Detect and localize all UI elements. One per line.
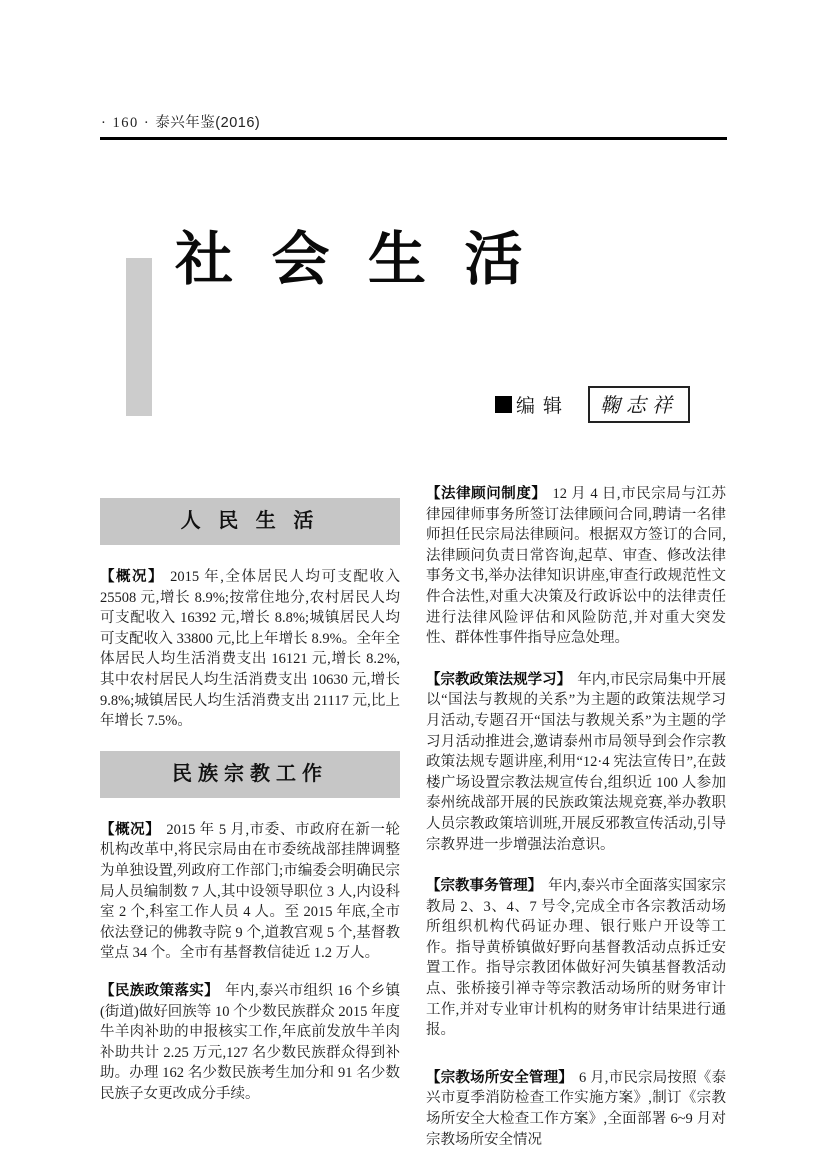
entry-text: 年内,泰兴市全面落实国家宗教局 2、3、4、7 号令,完成全市各宗教活动场所组织机构代码证办理、银行账户开设等工作。指导黄桥镇做好野向基督教活动点拆迁安置工作。指导宗教团体做好河失镇基督教活动点、张桥接引禅寺等宗教活动场所的财务审计工作,并对专业审计机构的财务审计结果进行通报。 (426, 878, 727, 1039)
entry-people-life-overview (100, 567, 400, 732)
entry-tag: 【概况】 (100, 569, 165, 585)
entry-ethnic-policy (100, 981, 400, 1105)
page-number-marker: · 160 · (101, 115, 151, 131)
right-column (426, 484, 726, 1171)
entry-tag: 【概况】 (100, 821, 161, 838)
section-header-ethnic-religion: 民族宗教工作 (100, 751, 400, 798)
editor-name-box: 鞠志祥 (588, 386, 690, 423)
editor-label: 编辑 (515, 396, 570, 417)
entry-text: 年内,市民宗局集中开展以“国法与教规的关系”为主题的政策法规学习月活动,专题召开“国法与教规关系”为主题的学习月活动推进会,邀请泰州市局领导到会作宗教政策法规专题讲座,利用“12·4 宪法宣传日”,在鼓楼广场设置宗教法规宣传台,组织近 100 人参加泰州统战部开展的民族政策法规竞赛,举办教职人员宗教政策培训班,开展反邪教宣传活动,引导宗教界进一步增强法治意识。 (426, 671, 726, 853)
running-header (101, 111, 260, 132)
entry-tag: 【法律顾问制度】 (426, 486, 547, 502)
entry-religious-affairs (426, 876, 726, 1041)
entry-tag: 【宗教政策法规学习】 (426, 671, 572, 688)
entry-tag: 【宗教场所安全管理】 (426, 1069, 573, 1086)
section-header-people-life: 人 民 生 活 (100, 498, 400, 545)
entry-text: 2015 年,全体居民人均可支配收入 25508 元,增长 8.9%;按常住地分,农村居民人均可支配收入 16392 元,增长 8.8%;城镇居民人均可支配收入 33800 元,比上年增长 8.9%。全年全体居民人均生活消费支出 16121 元,增长 8.2%,其中农村居民人均生活消费支出 10630 元,增长 9.8%;城镇居民人均生活消费支出 21117 元,比上年增长 7.5%。 (100, 569, 401, 730)
entry-text: 12 月 4 日,市民宗局与江苏律园律师事务所签订法律顾问合同,聘请一名律师担任民宗局法律顾问。根据双方签订的合同,法律顾问负责日常咨询,起草、审查、修改法律事务文书,举办法律知识讲座,审查行政规范性文件合法性,对重大决策及行政诉讼中的法律责任进行法律风险评估和风险防范,并对重大突发性、群体性事件指导应急处理。 (426, 486, 726, 647)
chapter-title: 社 会 生 活 (175, 227, 535, 292)
entry-ethnic-religion-overview (100, 820, 400, 964)
text-columns (100, 484, 727, 1171)
header-rule-divider (100, 137, 727, 140)
left-column (100, 484, 400, 1171)
entry-text: 年内,泰兴市组织 16 个乡镇(街道)做好回族等 10 个少数民族群众 2015 年度牛羊肉补助的申报核实工作,年底前发放牛羊肉补助共计 2.25 万元,127 名少数民族群众得到补助。办理 162 名少数民族考生加分和 91 名少数民族子女更改成分手续。 (100, 982, 401, 1102)
entry-tag: 【宗教事务管理】 (426, 878, 543, 895)
entry-text: 6 月,市民宗局按照《泰兴市夏季消防检查工作实施方案》,制订《宗教场所安全大检查工作方案》,全面部署 6~9 月对宗教场所安全情况 (426, 1069, 726, 1148)
publication-title: 泰兴年鉴(2016) (155, 115, 261, 131)
entry-tag: 【民族政策落实】 (100, 982, 220, 999)
entry-venue-safety (426, 1068, 726, 1150)
editor-row (100, 386, 690, 423)
entry-text: 2015 年 5 月,市委、市政府在新一轮机构改革中,将民宗局由在市委统战部挂牌调整为单独设置,列政府工作部门;市编委会明确民宗局人员编制数 7 人,其中设领导职位 3 人,内设科室 2 个,科室工作人员 4 人。至 2015 年底,全市依法登记的佛教寺院 9 个,道教宫观 5 个,基督教堂点 34 个。全市有基督教信徒近 1.2 万人。 (100, 821, 401, 962)
entry-religious-policy-study (426, 670, 726, 855)
square-bullet-icon (495, 396, 512, 413)
entry-legal-advisor (426, 484, 726, 649)
